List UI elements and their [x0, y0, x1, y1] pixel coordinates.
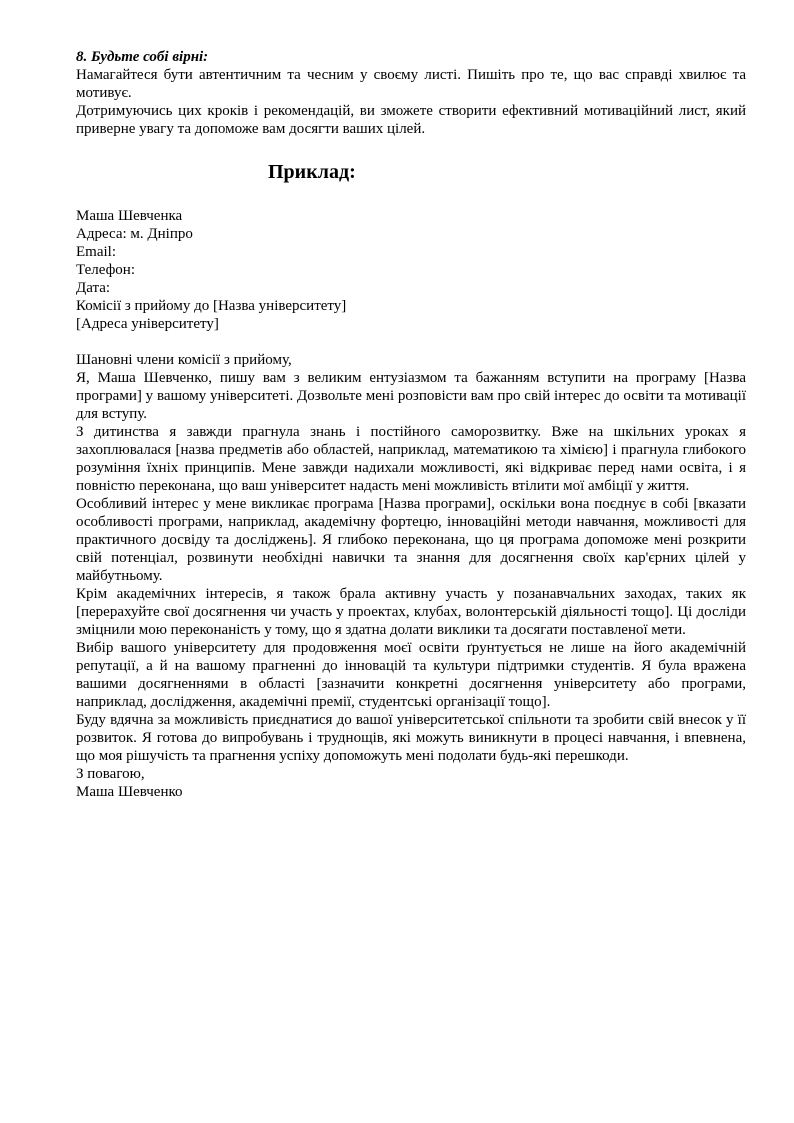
letter-paragraph-6: Буду вдячна за можливість приєднатися до вашої університетської спільноти та зробити свій внесок у її розвиток. Я готова до випробувань і труднощів, які можуть виникнути в процесі навчання, і впевнена, що моя рішучість та прагнення успіху допоможуть мені подолати будь-які перешкоди.: [76, 712, 746, 764]
document-content: [76, 48, 746, 801]
letter-paragraph-4: Крім академічних інтересів, я також брала активну участь у позанавчальних заходах, таких як [перерахуйте свої досягнення чи участь у проектах, клубах, волонтерській діяльності тощо]. Ці досліди зміцнили мою переконаність у тому, що я здатна долати виклики та досягати поставленої мети.: [76, 586, 746, 638]
sender-name: Маша Шевченка: [76, 208, 183, 224]
recipient-committee: Комісії з прийому до [Назва університету]: [76, 298, 347, 314]
letter-date: Дата:: [76, 280, 111, 296]
sender-email: Email:: [76, 244, 116, 260]
letter-paragraph-3: Особливий інтерес у мене викликає програма [Назва програми], оскільки вона поєднує в собі [вказати особливості програми, наприклад, академічну фортецю, інноваційні методи навчання, можливості для практичного досвіду та досліджень]. Я глибоко переконана, що ця програма допоможе мені розкрити свій потенціал, розвинути необхідні навички та знання для досягнення своїх кар'єрних цілей у майбутньому.: [76, 496, 746, 584]
letter-paragraph-1: Я, Маша Шевченко, пишу вам з великим ентузіазмом та бажанням вступити на програму [Назва програми] у вашому університеті. Дозвольте мені розповісти вам про свій інтерес до освіти та мотивації для вступу.: [76, 370, 746, 422]
section-item-heading: 8. Будьте собі вірні:: [76, 49, 209, 65]
letter-closing: З повагою,: [76, 766, 145, 782]
intro-paragraph-1: Намагайтеся бути автентичним та чесним у своєму листі. Пишіть про те, що вас справді хвилює та мотивує.: [76, 67, 746, 101]
letter-paragraph-5: Вибір вашого університету для продовження моєї освіти ґрунтується не лише на його академічній репутації, а й на вашому прагненні до інновацій та культури підтримки студентів. Я була вражена вашими досягненнями в області [зазначити конкретні досягнення університету або програми, наприклад, дослідження, академічні премії, студентські організації тощо].: [76, 640, 746, 710]
example-title: Приклад:: [268, 161, 356, 183]
sender-phone: Телефон:: [76, 262, 135, 278]
blank-line: [76, 333, 746, 351]
intro-paragraph-2: Дотримуючись цих кроків і рекомендацій, ви зможете створити ефективний мотиваційний лист, який приверне увагу та допоможе вам досягти ваших цілей.: [76, 103, 746, 137]
letter-signature: Маша Шевченко: [76, 784, 183, 800]
sender-address: Адреса: м. Дніпро: [76, 226, 193, 242]
letter-greeting: Шановні члени комісії з прийому,: [76, 352, 292, 368]
letter-paragraph-2: З дитинства я завжди прагнула знань і постійного саморозвитку. Вже на шкільних уроках я захоплювалася [назва предметів або областей, наприклад, математикою та хімією] і прагнула глибокого розуміння їхніх принципів. Мене завжди надихали можливості, які відкриває перед нами освіта, і я повністю переконана, що ваш університет надасть мені можливість втілити мої амбіції у життя.: [76, 424, 746, 494]
recipient-address: [Адреса університету]: [76, 316, 219, 332]
